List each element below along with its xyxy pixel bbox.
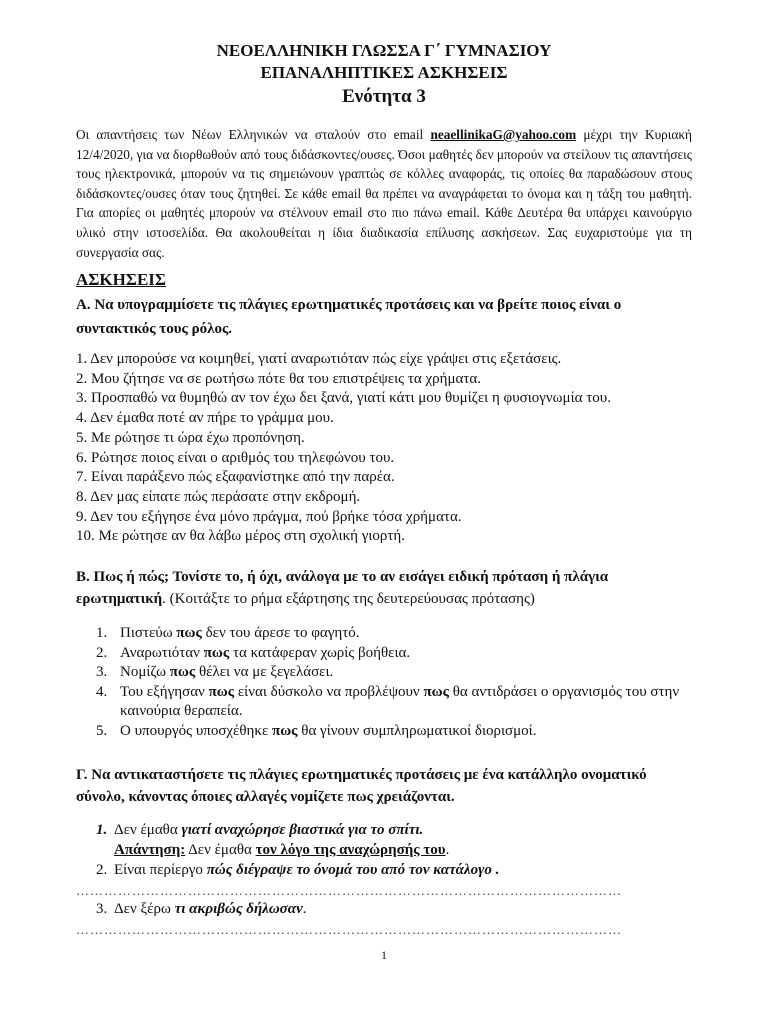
intro-paragraph [76,125,692,262]
item-text-post: θέλει να με ξεγελάσει. [195,664,334,680]
item-text [120,644,696,664]
item-text-mid: είναι δύσκολο να προβλέψουν [234,683,424,700]
item-number: 1. [96,822,108,838]
exercise-b-title-rest: . (Κοιτάξτε το ρήμα εξάρτησης της δευτερεύουσας πρότασης) [162,591,535,607]
exercise-b-item [96,722,696,742]
exercise-a-item: 5. Με ρώτησε τι ώρα έχω προπόνηση. [76,429,305,446]
item-text [120,663,696,683]
answer-label: Απάντηση: [114,842,186,858]
item-text-pre: Αναρωτιόταν [120,644,204,661]
item-text-pre: Δεν έμαθα [114,822,182,838]
exercise-a-item: 4. Δεν έμαθα ποτέ αν πήρε το γράμμα μου. [76,410,334,427]
item-text [120,683,696,722]
item-number: 4. [96,683,108,700]
answer-end: . [445,842,450,858]
keyword-pos: πως [176,625,202,641]
item-number: 3. [96,901,108,917]
item-emphasis: γιατί αναχώρησε βιαστικά για το σπίτι. [181,822,424,838]
exercise-a-title: Α. Να υπογραμμίσετε τις πλάγιες ερωτηματικές προτάσεις και να βρείτε ποιος είναι ο συντακτικός τους ρόλος. [76,297,622,337]
exercise-a-item: 1. Δεν μπορούσε να κοιμηθεί, γιατί αναρωτιόταν πώς είχε γράψει στις εξετάσεις. [76,351,562,367]
item-text-post: θα γίνουν συμπληρωματικοί διορισμοί. [297,722,537,739]
keyword-pos: πως [272,722,298,739]
item-text-post: θα αντιδράσει ο οργανισμός του στην καινούρια θεραπεία. [120,683,680,719]
worksheet-title: ΕΠΑΝΑΛΗΠΤΙΚΕΣ ΑΣΚΗΣΕΙΣ [260,63,508,82]
exercise-c-title: Γ. Να αντικαταστήσετε τις πλάγιες ερωτηματικές προτάσεις με ένα κατάλληλο ονοματικό σύνολο, κάνοντας όποιες αλλαγές νομίζετε πως χρειάζονται. [76,767,647,805]
exercise-a-item: 9. Δεν του εξήγησε ένα μόνο πράγμα, πού βρήκε τόσα χρήματα. [76,508,462,525]
exercise-b-title-bold: Β. Πως ή πώς; Τονίστε το, ή όχι, ανάλογα με το αν εισάγει ειδική πρόταση ή πλάγια ερωτηματική [76,569,609,607]
exercise-c-item-2 [96,862,499,879]
exercise-b-item [96,624,696,644]
item-text-pre: Νομίζω [120,664,170,680]
exercise-b-item [96,683,696,722]
item-text [120,722,696,742]
exercise-a-item: 8. Δεν μας είπατε πώς περάσατε στην εκδρομή. [76,488,361,505]
exercise-a-item: 3. Προσπαθώ να θυμηθώ αν τον έχω δει ξανά, γιατί κάτι μου θυμίζει η φυσιογνωμία του. [76,390,611,407]
course-title: ΝΕΟΕΛΛΗΝΙΚΗ ΓΛΩΣΣΑ Γ΄ ΓΥΜΝΑΣΙΟΥ [216,41,552,60]
answer-text-pre: Δεν έμαθα [185,842,256,858]
exercise-c-answer [114,842,449,859]
item-number: 3. [96,664,108,680]
answer-line[interactable]: ……………………………………………………………………………………………………… [76,922,622,937]
exercise-a-item: 7. Είναι παράξενο πώς εξαφανίστηκε από την παρέα. [76,469,395,486]
exercise-c-item-3 [96,901,306,918]
page-number: 1 [381,948,387,962]
item-text-pre: Είναι περίεργο [114,862,207,878]
item-number: 1. [96,625,108,641]
item-emphasis: πώς διέγραψε το όνομά του από τον κατάλογο . [206,862,500,878]
keyword-pos: πως [203,644,230,661]
item-text-post: τα κατάφεραν χωρίς βοήθεια. [229,644,411,661]
item-text-pre: Του εξήγησαν [120,683,209,700]
intro-text-start: Οι απαντήσεις των Νέων Ελληνικών να σταλούν στο email [76,127,431,142]
exercise-b-item [96,663,696,683]
intro-text-rest: μέχρι την Κυριακή 12/4/2020, για να διορθωθούν από τους διδάσκοντες/ουσες. Όσοι μαθητές δεν μπορούν να στείλουν τις απαντήσεις τους ηλεκτρονικά, μπορούν να τις σημειώνουν γραπτώς σε κόλλες αναφοράς, τις οποίες θα παραδώσουν στους διδάσκοντες/ουσες όταν τους ζητηθεί. Σε κάθε email θα πρέπει να αναγράφεται το όνομα και η τάξη του μαθητή. Για απορίες οι μαθητές μπορούν να στέλνουν email στο πιο πάνω email. Κάθε Δευτέρα θα υπάρχει καινούργιο υλικό στην ιστοσελίδα. Θα ακολουθείται η ίδια διαδικασία επίλυσης ασκήσεων. Σας ευχαριστούμε για τη συνεργασία σας. [76,127,692,260]
item-text-post: δεν του άρεσε το φαγητό. [201,625,360,641]
answer-emphasis: τον λόγο της αναχώρησής του [255,842,446,858]
item-text-pre: Δεν ξέρω [114,901,175,917]
keyword-pos: πως [423,683,449,700]
item-emphasis: τι ακριβώς δήλωσαν [174,901,303,917]
answer-line[interactable]: ……………………………………………………………………………………………………… [76,883,622,898]
exercise-b-item [96,644,696,664]
item-number: 2. [96,644,108,661]
exercise-a-item: 10. Με ρώτησε αν θα λάβω μέρος στη σχολική γιορτή. [76,528,406,545]
email-link[interactable]: neaellinikaG@yahoo.com [430,127,577,142]
item-text-pre: Πιστεύω [120,625,177,641]
exercise-a-list [76,350,706,547]
item-end: . [302,901,307,917]
exercise-c-item-1 [96,822,423,839]
item-number: 2. [96,862,108,878]
exercise-b-list [96,624,696,741]
item-number: 5. [96,722,108,739]
exercise-b-title [76,566,692,610]
unit-title: Ενότητα 3 [342,86,426,107]
exercise-a-item: 2. Μου ζήτησε να σε ρωτήσω πότε θα του επιστρέψεις τα χρήματα. [76,370,481,387]
item-text-pre: Ο υπουργός υποσχέθηκε [120,722,272,739]
exercises-heading: ΑΣΚΗΣΕΙΣ [76,270,167,289]
item-text [120,624,696,644]
keyword-pos: πως [169,664,196,680]
keyword-pos: πως [208,683,235,700]
exercise-a-item: 6. Ρώτησε ποιος είναι ο αριθμός του τηλεφώνου του. [76,449,395,466]
